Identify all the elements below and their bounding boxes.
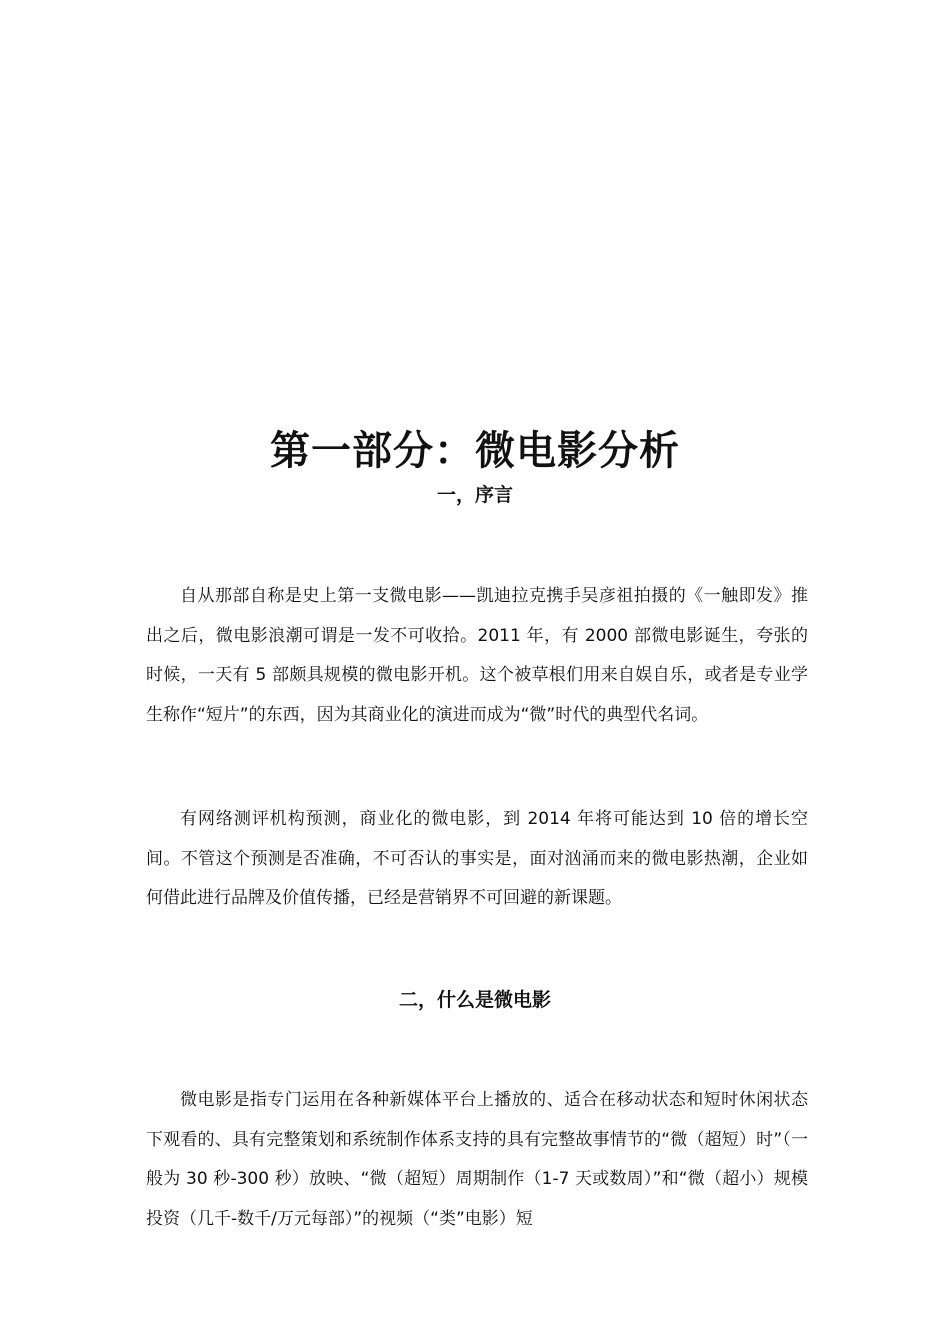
section-heading-what-is-micro-film: 二，什么是微电影 <box>398 989 551 1011</box>
part-title: 第一部分：微电影分析 <box>270 427 680 474</box>
paragraph: 微电影是指专门运用在各种新媒体平台上播放的、适合在移动状态和短时休闲状态下观看的、具有完整策划和系统制作体系支持的具有完整故事情节的“微（超短）时”（一般为 30 秒-300 秒）放映、“微（超短）周期制作（1-7 天或数周）”和“微（超小）规模投资（几千-数千/万元每部）”的视频（“类”电影）短 <box>146 1090 808 1229</box>
paragraph: 有网络测评机构预测，商业化的微电影，到 2014 年将可能达到 10 倍的增长空间。不管这个预测是否准确，不可否认的事实是，面对汹涌而来的微电影热潮，企业如何借此进行品牌及价值传播，已经是营销界不可回避的新课题。 <box>146 809 808 908</box>
section-heading-preface: 一，序言 <box>436 484 513 506</box>
paragraph: 自从那部自称是史上第一支微电影——凯迪拉克携手吴彦祖拍摄的《一触即发》推出之后，微电影浪潮可谓是一发不可收拾。2011 年，有 2000 部微电影诞生，夸张的时候，一天有 5 部颇具规模的微电影开机。这个被草根们用来自娱自乐，或者是专业学生称作“短片”的东西，因为其商业化的演进而成为“微”时代的典型代名词。 <box>146 586 808 725</box>
